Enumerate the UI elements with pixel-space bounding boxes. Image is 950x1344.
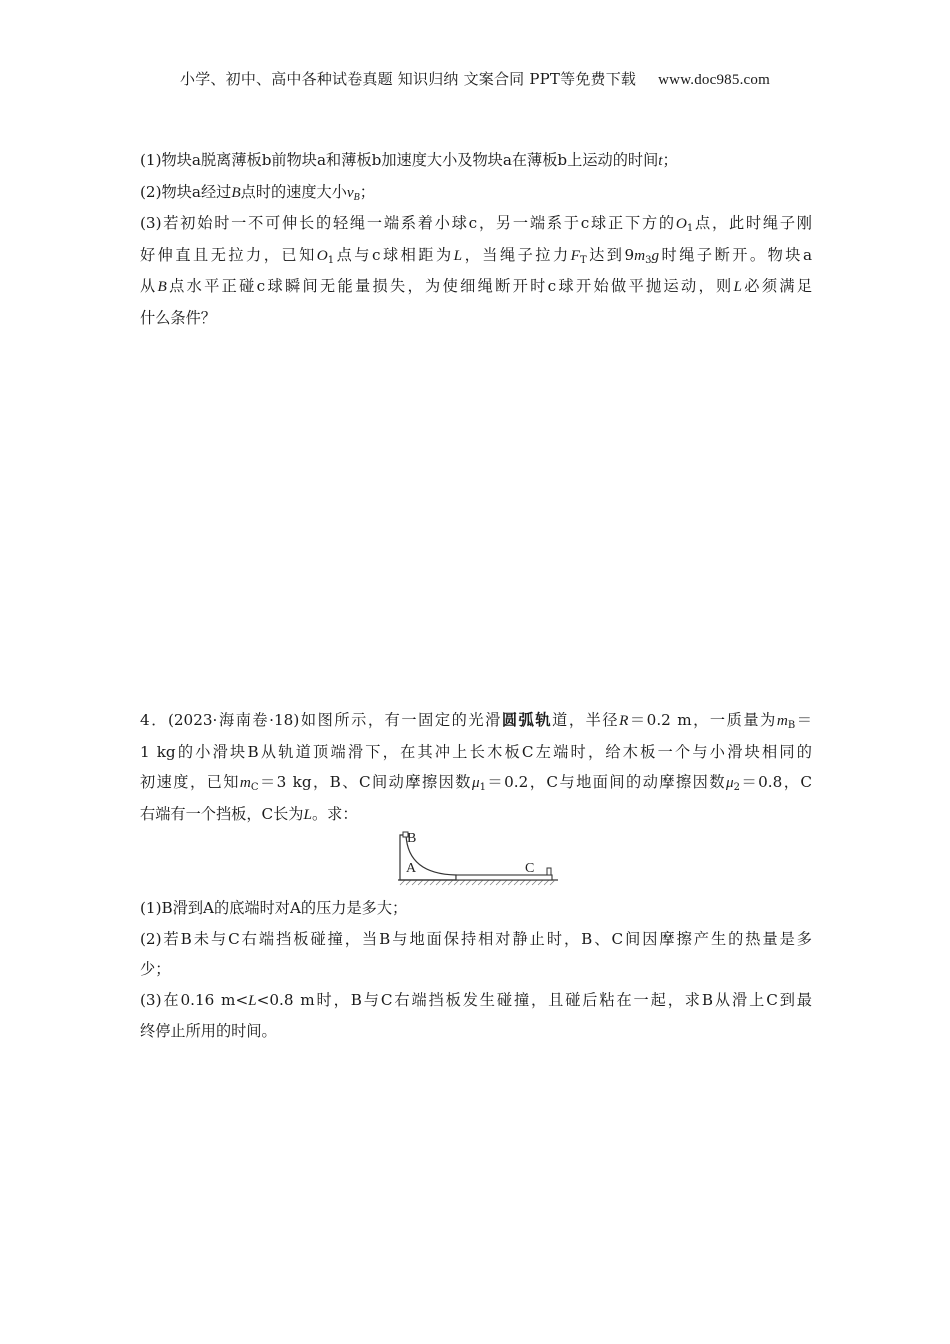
q3-part-3-line1: (3)若初始时一不可伸长的轻绳一端系着小球c，另一端系于c球正下方的$O_1$点，此时绳子刚 [140,214,812,234]
question-3-parts [140,145,812,333]
q4-line4: 右端有一个挡板，C长为L。求： [140,804,358,823]
q4-part-1: (1)B滑到A的底端时对A的压力是多大； [140,899,408,917]
q3-part-3-line4: 什么条件？ [140,308,216,327]
label-b: B [407,831,417,846]
track-figure [394,828,560,888]
q4-line2: 1 kg的小滑块B从轨道顶端滑下，在其冲上长木板C左端时，给木板一个与小滑块相同的 [140,742,812,761]
q4-line3: 初速度，已知$m_C=3$ kg，B、C间动摩擦因数$\mu_1=0.2$，C与地面间的动摩擦因数$\mu_2=0.8$，C [140,773,812,793]
plank-stopper [547,868,551,875]
q3-part-3-line2: 好伸直且无拉力，已知$O_1$点与c球相距为L，当绳子拉力$F_T$达到$9m_3g$时绳子断开。物块a [140,245,813,266]
q4-part-3-line2: 终停止所用的时间。 [140,1022,277,1040]
q4-part-2-line1: (2)若B未与C右端挡板碰撞，当B与地面保持相对静止时，B、C间因摩擦产生的热量是多 [140,929,812,948]
track-diagram [394,828,560,888]
q4-part-3-line1: (3)在0.16 m<L<0.8 m时，B与C右端挡板发生碰撞，且碰后粘在一起，求B从滑上C到最 [140,990,812,1009]
q3-part-3-line3: 从B点水平正碰c球瞬间无能量损失，为使细绳断开时c球开始做平抛运动，则L必须满足 [140,277,813,295]
page-header [0,68,950,89]
label-c: C [525,861,535,876]
plank-c [456,875,552,880]
label-a: A [406,861,417,876]
q4-line1: 4．(2023·海南卷·18)如图所示，有一固定的光滑圆弧轨道，半径R＝0.2 m，一质量为$m_B=$ [140,711,812,731]
question-4-stem [140,705,812,830]
question-4-parts [140,893,812,1047]
header-site: www.doc985.com [658,72,770,88]
q4-part-2-line2: 少； [140,960,171,978]
ground-hatching [400,880,555,885]
q3-part-1: (1)物块a脱离薄板b前物块a和薄板b加速度大小及物块a在薄板b上运动的时间t； [140,151,678,169]
header-text: 小学、初中、高中各种试卷真题 知识归纳 文案合同 PPT等免费下载 [180,70,637,88]
q3-part-2: (2)物块a经过B点时的速度大小$v_B$； [140,182,375,203]
